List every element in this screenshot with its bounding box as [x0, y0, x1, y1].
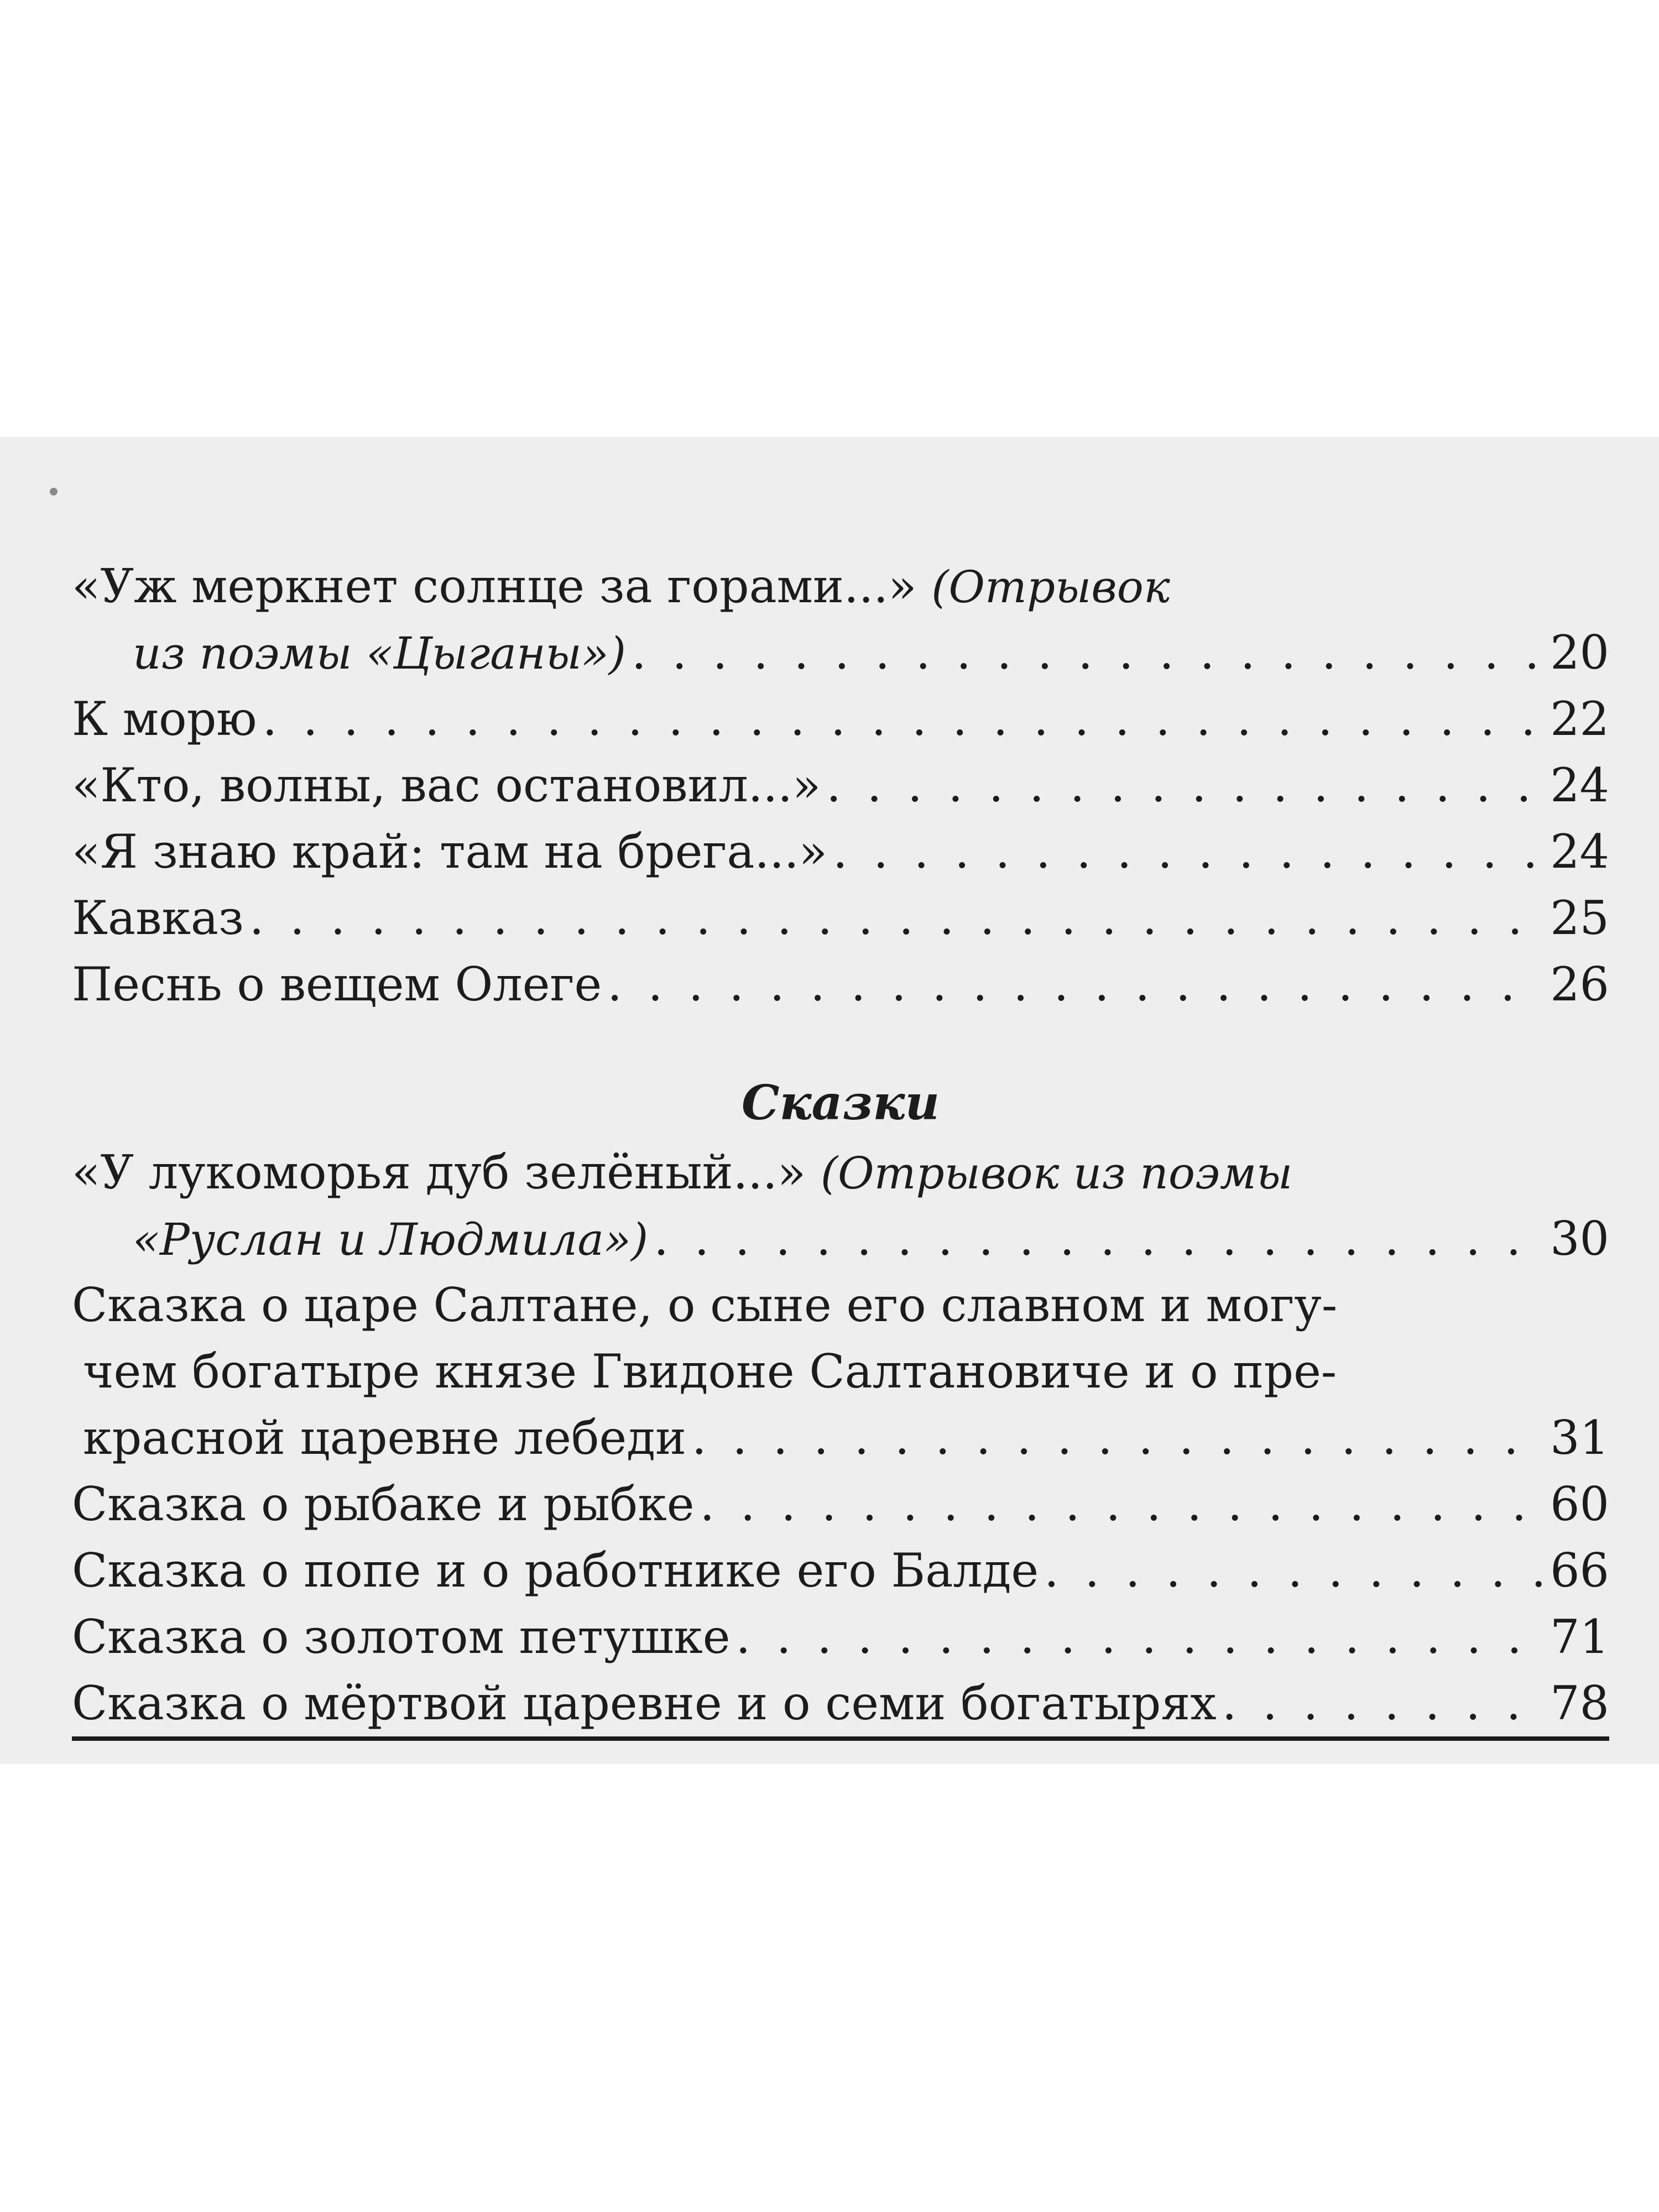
toc-entry-title: красной царевне лебеди — [83, 1411, 686, 1465]
toc-entry-title: «Уж меркнет солнце за горами...» — [72, 559, 917, 613]
toc-entry-title: чем богатыре князе Гвидоне Салтановиче и о пре- — [83, 1344, 1337, 1399]
toc-entry-title: «Я знаю край: там на брега...» — [72, 825, 827, 879]
toc-page-number: 30 — [1550, 1212, 1609, 1266]
toc-page-number: 26 — [1550, 957, 1609, 1011]
toc-entry-line — [72, 553, 1609, 619]
toc-entry-row[interactable] — [72, 951, 1609, 1018]
toc-entry-note: (Отрывок — [931, 561, 1170, 613]
toc-page-number: 31 — [1550, 1411, 1609, 1465]
toc-entry-row[interactable] — [72, 1471, 1609, 1537]
toc-entry-row[interactable] — [72, 619, 1609, 686]
dot-leader — [1044, 1537, 1545, 1604]
toc-entry-line — [72, 1272, 1609, 1338]
toc-entry-row[interactable] — [72, 1670, 1609, 1736]
dot-leader — [607, 951, 1545, 1018]
toc-page-number: 22 — [1550, 692, 1609, 746]
dot-leader — [654, 1206, 1545, 1272]
paper-speck — [50, 488, 58, 495]
toc-entry-title: Сказка о мёртвой царевне и о семи богатырях — [72, 1676, 1217, 1730]
dot-leader — [632, 619, 1545, 686]
toc-entry-row[interactable] — [72, 1405, 1609, 1471]
toc-entry-line — [72, 1139, 1609, 1206]
toc-page-number: 66 — [1550, 1543, 1609, 1598]
toc-entry-note: (Отрывок из поэмы — [820, 1147, 1293, 1199]
toc-entry-note: из поэмы «Цыганы») — [133, 628, 626, 679]
dot-leader — [1222, 1670, 1545, 1736]
toc-entry-title: Песнь о вещем Олеге — [72, 957, 602, 1011]
toc-entry-title: «У лукоморья дуб зелёный...» — [72, 1145, 806, 1199]
section-heading: Сказки — [742, 1075, 940, 1131]
toc-page-number: 24 — [1550, 825, 1609, 879]
toc-page-number: 20 — [1550, 625, 1609, 680]
toc-page-number: 71 — [1550, 1610, 1609, 1664]
dot-leader — [249, 885, 1545, 951]
toc-entry-note: «Руслан и Людмила») — [133, 1214, 649, 1265]
toc-entry-row[interactable] — [72, 1537, 1609, 1604]
toc-entry-row[interactable] — [72, 1206, 1609, 1272]
toc-entry-title: Сказка о попе и о работнике его Балде — [72, 1543, 1039, 1598]
toc-entry-row[interactable] — [72, 1604, 1609, 1670]
toc-page-number: 60 — [1550, 1477, 1609, 1531]
table-of-contents — [72, 553, 1609, 1736]
toc-entry-row[interactable] — [72, 752, 1609, 818]
toc-entry-row[interactable] — [72, 686, 1609, 752]
toc-entry-line — [72, 1338, 1609, 1405]
toc-entry-title: Сказка о царе Салтане, о сыне его славном и могу- — [72, 1278, 1338, 1332]
dot-leader — [692, 1405, 1545, 1471]
toc-entry-row[interactable] — [72, 885, 1609, 951]
dot-leader — [263, 686, 1545, 752]
toc-entry-title: Сказка о золотом петушке — [72, 1610, 731, 1664]
toc-entry-title: «Кто, волны, вас остановил...» — [72, 758, 821, 812]
toc-entry-title: Сказка о рыбаке и рыбке — [72, 1477, 695, 1531]
dot-leader — [833, 818, 1545, 885]
dot-leader — [736, 1604, 1545, 1670]
toc-page-number: 25 — [1550, 891, 1609, 945]
dot-leader — [826, 752, 1545, 818]
toc-entry-title: Кавказ — [72, 891, 244, 945]
dot-leader — [700, 1471, 1545, 1537]
toc-entry-title: К морю — [72, 692, 257, 746]
toc-page-number: 78 — [1550, 1676, 1609, 1730]
toc-page-number: 24 — [1550, 758, 1609, 812]
toc-entry-row[interactable] — [72, 818, 1609, 885]
bottom-rule — [72, 1736, 1609, 1741]
